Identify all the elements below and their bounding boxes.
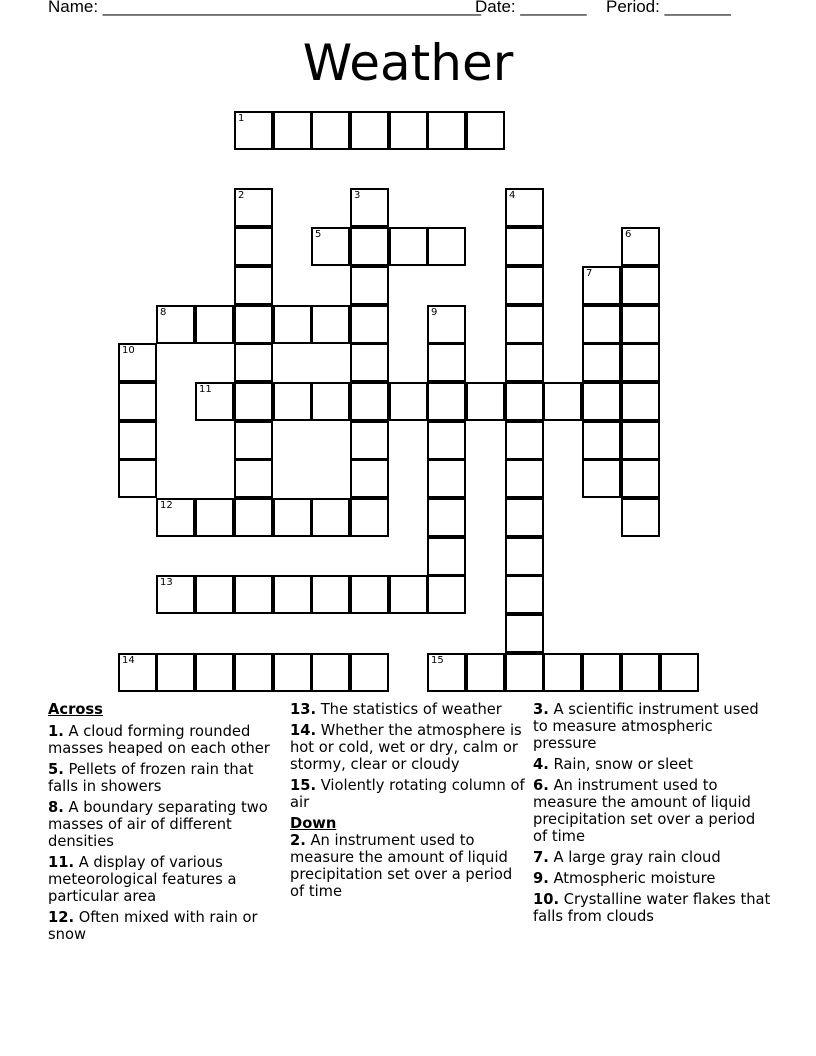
crossword-cell[interactable] — [505, 575, 544, 614]
crossword-cell[interactable] — [118, 343, 157, 382]
crossword-cell[interactable] — [350, 111, 389, 150]
crossword-cell[interactable] — [350, 498, 389, 537]
crossword-cell[interactable] — [621, 459, 660, 498]
crossword-cell[interactable] — [195, 305, 234, 344]
crossword-cell[interactable] — [118, 382, 157, 421]
clue-across-8: 8. A boundary separating two masses of air of different densities — [48, 799, 268, 850]
crossword-cell[interactable] — [621, 266, 660, 305]
clue-across-5: 5. Pellets of frozen rain that falls in showers — [48, 761, 254, 795]
crossword-cell[interactable] — [273, 111, 312, 150]
clue-down-9: 9. Atmospheric moisture — [533, 870, 716, 887]
crossword-cell[interactable] — [311, 227, 350, 266]
crossword-cell[interactable] — [195, 498, 234, 537]
down-heading: Down — [290, 815, 337, 832]
crossword-cell[interactable] — [582, 266, 621, 305]
clue-number-label: 12 — [160, 500, 173, 511]
crossword-cell[interactable] — [427, 227, 466, 266]
clue-number-label: 3 — [354, 190, 361, 201]
clue-column-3 — [533, 701, 773, 929]
clue-across-15: 15. Violently rotating column of air — [290, 777, 525, 811]
crossword-cell[interactable] — [234, 305, 273, 344]
clue-column-1 — [48, 701, 284, 947]
crossword-cell[interactable] — [350, 305, 389, 344]
clue-across-13: 13. The statistics of weather — [290, 701, 502, 718]
crossword-cell[interactable] — [311, 305, 350, 344]
crossword-cell[interactable] — [350, 343, 389, 382]
crossword-cell[interactable] — [350, 575, 389, 614]
crossword-cell[interactable] — [156, 498, 195, 537]
crossword-cell[interactable] — [505, 614, 544, 653]
crossword-cell[interactable] — [350, 459, 389, 498]
page-title: Weather — [302, 34, 514, 92]
clue-number-label: 9 — [431, 307, 438, 318]
crossword-cell[interactable] — [660, 653, 699, 692]
clue-down-2: 2. An instrument used to measure the amount of liquid precipitation set over a period of time — [290, 832, 513, 900]
crossword-cell[interactable] — [234, 266, 273, 305]
clue-number-label: 14 — [122, 655, 135, 666]
crossword-cell[interactable] — [195, 653, 234, 692]
crossword-cell[interactable] — [156, 305, 195, 344]
crossword-cell[interactable] — [311, 653, 350, 692]
crossword-cell[interactable] — [582, 459, 621, 498]
crossword-cell[interactable] — [505, 537, 544, 576]
crossword-cell[interactable] — [427, 459, 466, 498]
crossword-cell[interactable] — [234, 421, 273, 460]
crossword-cell[interactable] — [582, 421, 621, 460]
crossword-cell[interactable] — [234, 498, 273, 537]
crossword-cell[interactable] — [621, 305, 660, 344]
clue-number-label: 10 — [122, 345, 135, 356]
crossword-cell[interactable] — [350, 227, 389, 266]
crossword-cell[interactable] — [505, 305, 544, 344]
crossword-cell[interactable] — [505, 343, 544, 382]
crossword-cell[interactable] — [350, 382, 389, 421]
crossword-cell[interactable] — [621, 498, 660, 537]
crossword-cell[interactable] — [234, 111, 273, 150]
crossword-cell[interactable] — [389, 382, 428, 421]
clue-across-11: 11. A display of various meteorological features a particular area — [48, 854, 237, 905]
crossword-cell[interactable] — [234, 227, 273, 266]
crossword-cell[interactable] — [427, 382, 466, 421]
clue-number-label: 15 — [431, 655, 444, 666]
clue-down-3: 3. A scientific instrument used to measure atmospheric pressure — [533, 701, 759, 752]
crossword-cell[interactable] — [311, 498, 350, 537]
crossword-cell[interactable] — [389, 111, 428, 150]
crossword-cell[interactable] — [621, 227, 660, 266]
crossword-cell[interactable] — [311, 382, 350, 421]
crossword-cell[interactable] — [543, 382, 582, 421]
crossword-cell[interactable] — [505, 498, 544, 537]
crossword-cell[interactable] — [466, 111, 505, 150]
clue-down-10: 10. Crystalline water flakes that falls from clouds — [533, 891, 771, 925]
clue-number-label: 7 — [586, 268, 593, 279]
crossword-cell[interactable] — [582, 653, 621, 692]
crossword-cell[interactable] — [273, 305, 312, 344]
crossword-cell[interactable] — [543, 653, 582, 692]
crossword-cell[interactable] — [427, 537, 466, 576]
clue-column-2 — [290, 701, 528, 904]
crossword-cell[interactable] — [427, 111, 466, 150]
crossword-cell[interactable] — [505, 653, 544, 692]
crossword-cell[interactable] — [621, 421, 660, 460]
crossword-cell[interactable] — [621, 343, 660, 382]
crossword-cell[interactable] — [350, 421, 389, 460]
crossword-cell[interactable] — [273, 498, 312, 537]
crossword-cell[interactable] — [621, 653, 660, 692]
crossword-cell[interactable] — [156, 653, 195, 692]
crossword-cell[interactable] — [195, 575, 234, 614]
clue-down-7: 7. A large gray rain cloud — [533, 849, 721, 866]
crossword-cell[interactable] — [505, 266, 544, 305]
date-field[interactable]: Date: _______ — [475, 0, 587, 16]
crossword-cell[interactable] — [427, 343, 466, 382]
crossword-cell[interactable] — [582, 382, 621, 421]
name-field[interactable]: Name: ________________________________________ — [48, 0, 481, 16]
crossword-cell[interactable] — [389, 227, 428, 266]
crossword-cell[interactable] — [350, 266, 389, 305]
crossword-cell[interactable] — [427, 305, 466, 344]
crossword-cell[interactable] — [234, 653, 273, 692]
clue-across-12: 12. Often mixed with rain or snow — [48, 909, 258, 943]
crossword-cell[interactable] — [582, 343, 621, 382]
clue-down-6: 6. An instrument used to measure the amount of liquid precipitation set over a period of time — [533, 777, 756, 845]
crossword-cell[interactable] — [311, 575, 350, 614]
clue-number-label: 5 — [315, 229, 322, 240]
crossword-cell[interactable] — [234, 188, 273, 227]
crossword-cell[interactable] — [389, 575, 428, 614]
crossword-cell[interactable] — [505, 459, 544, 498]
crossword-cell[interactable] — [350, 653, 389, 692]
crossword-cell[interactable] — [505, 188, 544, 227]
crossword-cell[interactable] — [621, 382, 660, 421]
crossword-cell[interactable] — [582, 305, 621, 344]
crossword-cell[interactable] — [466, 382, 505, 421]
crossword-cell[interactable] — [350, 188, 389, 227]
crossword-cell[interactable] — [234, 382, 273, 421]
crossword-cell[interactable] — [311, 111, 350, 150]
crossword-cell[interactable] — [195, 382, 234, 421]
crossword-cell[interactable] — [466, 653, 505, 692]
crossword-cell[interactable] — [118, 653, 157, 692]
period-field[interactable]: Period: _______ — [606, 0, 731, 16]
crossword-cell[interactable] — [273, 653, 312, 692]
crossword-cell[interactable] — [427, 575, 466, 614]
clue-across-14: 14. Whether the atmosphere is hot or cold, wet or dry, calm or stormy, clear or cloudy — [290, 722, 522, 773]
clue-number-label: 11 — [199, 384, 212, 395]
clue-number-label: 13 — [160, 577, 173, 588]
crossword-cell[interactable] — [505, 227, 544, 266]
clue-number-label: 8 — [160, 307, 167, 318]
clue-down-4: 4. Rain, snow or sleet — [533, 756, 693, 773]
crossword-cell[interactable] — [118, 421, 157, 460]
crossword-cell[interactable] — [505, 382, 544, 421]
crossword-cell[interactable] — [427, 653, 466, 692]
crossword-cell[interactable] — [234, 459, 273, 498]
crossword-cell[interactable] — [427, 421, 466, 460]
crossword-cell[interactable] — [273, 575, 312, 614]
crossword-cell[interactable] — [118, 459, 157, 498]
clue-number-label: 4 — [509, 190, 516, 201]
clue-number-label: 2 — [238, 190, 245, 201]
crossword-cell[interactable] — [273, 382, 312, 421]
clue-number-label: 1 — [238, 113, 245, 124]
across-heading: Across — [48, 701, 103, 718]
crossword-cell[interactable] — [505, 421, 544, 460]
crossword-cell[interactable] — [427, 498, 466, 537]
crossword-cell[interactable] — [234, 575, 273, 614]
clue-across-1: 1. A cloud forming rounded masses heaped on each other — [48, 723, 270, 757]
crossword-cell[interactable] — [156, 575, 195, 614]
crossword-cell[interactable] — [234, 343, 273, 382]
clue-number-label: 6 — [625, 229, 632, 240]
